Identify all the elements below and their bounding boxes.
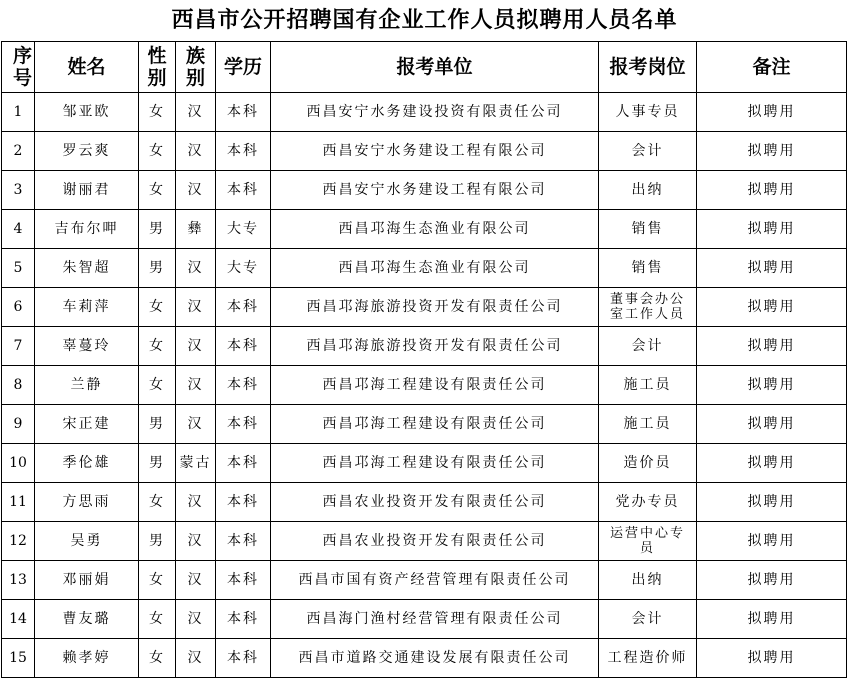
cell-position: 党办专员 bbox=[599, 483, 697, 522]
cell-position: 会计 bbox=[599, 327, 697, 366]
cell-position: 董事会办公室工作人员 bbox=[599, 288, 697, 327]
cell-unit: 西昌邛海工程建设有限责任公司 bbox=[271, 405, 599, 444]
cell-education: 本科 bbox=[216, 522, 271, 561]
cell-ethnicity: 汉 bbox=[176, 288, 216, 327]
cell-gender: 女 bbox=[139, 288, 176, 327]
cell-name: 吴勇 bbox=[35, 522, 139, 561]
cell-education: 本科 bbox=[216, 639, 271, 678]
cell-name: 辜蔓玲 bbox=[35, 327, 139, 366]
table-row bbox=[2, 210, 847, 249]
cell-name: 邹亚欧 bbox=[35, 93, 139, 132]
cell-education: 本科 bbox=[216, 93, 271, 132]
cell-education: 本科 bbox=[216, 444, 271, 483]
cell-unit: 西昌邛海生态渔业有限公司 bbox=[271, 210, 599, 249]
cell-name: 方思雨 bbox=[35, 483, 139, 522]
cell-seq: 9 bbox=[2, 405, 35, 444]
cell-position: 出纳 bbox=[599, 561, 697, 600]
cell-remark: 拟聘用 bbox=[697, 249, 847, 288]
cell-position: 人事专员 bbox=[599, 93, 697, 132]
cell-ethnicity: 汉 bbox=[176, 366, 216, 405]
cell-ethnicity: 汉 bbox=[176, 171, 216, 210]
table-row bbox=[2, 561, 847, 600]
header-row bbox=[2, 42, 847, 93]
cell-gender: 女 bbox=[139, 483, 176, 522]
cell-gender: 女 bbox=[139, 561, 176, 600]
cell-seq: 15 bbox=[2, 639, 35, 678]
cell-position: 运营中心专员 bbox=[599, 522, 697, 561]
table-row bbox=[2, 288, 847, 327]
cell-name: 邓丽娟 bbox=[35, 561, 139, 600]
cell-remark: 拟聘用 bbox=[697, 483, 847, 522]
cell-position: 施工员 bbox=[599, 366, 697, 405]
table-row bbox=[2, 600, 847, 639]
cell-position: 施工员 bbox=[599, 405, 697, 444]
cell-unit: 西昌安宁水务建设工程有限公司 bbox=[271, 132, 599, 171]
cell-gender: 女 bbox=[139, 639, 176, 678]
cell-gender: 女 bbox=[139, 327, 176, 366]
cell-gender: 女 bbox=[139, 600, 176, 639]
table-row bbox=[2, 93, 847, 132]
cell-remark: 拟聘用 bbox=[697, 639, 847, 678]
cell-gender: 男 bbox=[139, 210, 176, 249]
cell-seq: 5 bbox=[2, 249, 35, 288]
cell-unit: 西昌农业投资开发有限责任公司 bbox=[271, 483, 599, 522]
header-gender: 性别 bbox=[139, 42, 176, 93]
page-title: 西昌市公开招聘国有企业工作人员拟聘用人员名单 bbox=[171, 7, 678, 33]
cell-gender: 男 bbox=[139, 522, 176, 561]
cell-gender: 女 bbox=[139, 171, 176, 210]
cell-unit: 西昌安宁水务建设工程有限公司 bbox=[271, 171, 599, 210]
cell-position: 销售 bbox=[599, 249, 697, 288]
table-row bbox=[2, 483, 847, 522]
cell-unit: 西昌市道路交通建设发展有限责任公司 bbox=[271, 639, 599, 678]
cell-remark: 拟聘用 bbox=[697, 132, 847, 171]
cell-remark: 拟聘用 bbox=[697, 405, 847, 444]
cell-education: 本科 bbox=[216, 405, 271, 444]
cell-remark: 拟聘用 bbox=[697, 522, 847, 561]
cell-ethnicity: 汉 bbox=[176, 561, 216, 600]
cell-unit: 西昌市国有资产经营管理有限责任公司 bbox=[271, 561, 599, 600]
cell-gender: 男 bbox=[139, 444, 176, 483]
cell-ethnicity: 汉 bbox=[176, 522, 216, 561]
cell-unit: 西昌邛海旅游投资开发有限责任公司 bbox=[271, 288, 599, 327]
cell-remark: 拟聘用 bbox=[697, 210, 847, 249]
cell-seq: 10 bbox=[2, 444, 35, 483]
cell-seq: 8 bbox=[2, 366, 35, 405]
cell-position: 造价员 bbox=[599, 444, 697, 483]
table-row bbox=[2, 327, 847, 366]
table-row bbox=[2, 639, 847, 678]
cell-seq: 3 bbox=[2, 171, 35, 210]
cell-seq: 4 bbox=[2, 210, 35, 249]
cell-ethnicity: 汉 bbox=[176, 327, 216, 366]
cell-education: 本科 bbox=[216, 561, 271, 600]
cell-name: 罗云爽 bbox=[35, 132, 139, 171]
header-position: 报考岗位 bbox=[599, 42, 697, 93]
table-row bbox=[2, 522, 847, 561]
header-remark: 备注 bbox=[697, 42, 847, 93]
table-row bbox=[2, 171, 847, 210]
cell-remark: 拟聘用 bbox=[697, 366, 847, 405]
cell-unit: 西昌安宁水务建设投资有限责任公司 bbox=[271, 93, 599, 132]
cell-gender: 男 bbox=[139, 405, 176, 444]
cell-position: 工程造价师 bbox=[599, 639, 697, 678]
cell-education: 本科 bbox=[216, 327, 271, 366]
cell-gender: 女 bbox=[139, 132, 176, 171]
table-row bbox=[2, 249, 847, 288]
cell-ethnicity: 汉 bbox=[176, 483, 216, 522]
table-row bbox=[2, 444, 847, 483]
cell-unit: 西昌邛海旅游投资开发有限责任公司 bbox=[271, 327, 599, 366]
table-row bbox=[2, 405, 847, 444]
cell-ethnicity: 彝 bbox=[176, 210, 216, 249]
cell-seq: 6 bbox=[2, 288, 35, 327]
cell-ethnicity: 蒙古 bbox=[176, 444, 216, 483]
header-education: 学历 bbox=[216, 42, 271, 93]
cell-name: 季伦雄 bbox=[35, 444, 139, 483]
cell-seq: 7 bbox=[2, 327, 35, 366]
cell-position: 出纳 bbox=[599, 171, 697, 210]
cell-remark: 拟聘用 bbox=[697, 327, 847, 366]
cell-seq: 12 bbox=[2, 522, 35, 561]
cell-ethnicity: 汉 bbox=[176, 639, 216, 678]
cell-remark: 拟聘用 bbox=[697, 171, 847, 210]
cell-education: 大专 bbox=[216, 249, 271, 288]
cell-ethnicity: 汉 bbox=[176, 132, 216, 171]
cell-education: 本科 bbox=[216, 483, 271, 522]
cell-remark: 拟聘用 bbox=[697, 561, 847, 600]
cell-name: 赖孝婷 bbox=[35, 639, 139, 678]
cell-name: 兰静 bbox=[35, 366, 139, 405]
cell-ethnicity: 汉 bbox=[176, 249, 216, 288]
cell-unit: 西昌海门渔村经营管理有限责任公司 bbox=[271, 600, 599, 639]
cell-unit: 西昌农业投资开发有限责任公司 bbox=[271, 522, 599, 561]
cell-education: 大专 bbox=[216, 210, 271, 249]
cell-ethnicity: 汉 bbox=[176, 600, 216, 639]
cell-unit: 西昌邛海工程建设有限责任公司 bbox=[271, 366, 599, 405]
cell-position: 会计 bbox=[599, 600, 697, 639]
header-ethnicity: 族别 bbox=[176, 42, 216, 93]
hiring-table bbox=[1, 41, 847, 678]
cell-education: 本科 bbox=[216, 132, 271, 171]
cell-gender: 女 bbox=[139, 93, 176, 132]
cell-seq: 2 bbox=[2, 132, 35, 171]
cell-gender: 女 bbox=[139, 366, 176, 405]
cell-name: 曹友璐 bbox=[35, 600, 139, 639]
table-row bbox=[2, 366, 847, 405]
cell-unit: 西昌邛海生态渔业有限公司 bbox=[271, 249, 599, 288]
cell-remark: 拟聘用 bbox=[697, 93, 847, 132]
cell-seq: 11 bbox=[2, 483, 35, 522]
cell-position: 销售 bbox=[599, 210, 697, 249]
cell-ethnicity: 汉 bbox=[176, 405, 216, 444]
cell-gender: 男 bbox=[139, 249, 176, 288]
cell-name: 宋正建 bbox=[35, 405, 139, 444]
header-unit: 报考单位 bbox=[271, 42, 599, 93]
cell-education: 本科 bbox=[216, 366, 271, 405]
cell-unit: 西昌邛海工程建设有限责任公司 bbox=[271, 444, 599, 483]
cell-education: 本科 bbox=[216, 171, 271, 210]
cell-ethnicity: 汉 bbox=[176, 93, 216, 132]
cell-name: 朱智超 bbox=[35, 249, 139, 288]
header-seq: 序号 bbox=[2, 42, 35, 93]
cell-seq: 14 bbox=[2, 600, 35, 639]
cell-seq: 13 bbox=[2, 561, 35, 600]
cell-seq: 1 bbox=[2, 93, 35, 132]
cell-name: 谢丽君 bbox=[35, 171, 139, 210]
cell-education: 本科 bbox=[216, 288, 271, 327]
cell-education: 本科 bbox=[216, 600, 271, 639]
cell-position: 会计 bbox=[599, 132, 697, 171]
table-row bbox=[2, 132, 847, 171]
cell-name: 吉布尔呷 bbox=[35, 210, 139, 249]
cell-remark: 拟聘用 bbox=[697, 288, 847, 327]
cell-name: 车莉萍 bbox=[35, 288, 139, 327]
cell-remark: 拟聘用 bbox=[697, 444, 847, 483]
cell-remark: 拟聘用 bbox=[697, 600, 847, 639]
header-name: 姓名 bbox=[35, 42, 139, 93]
